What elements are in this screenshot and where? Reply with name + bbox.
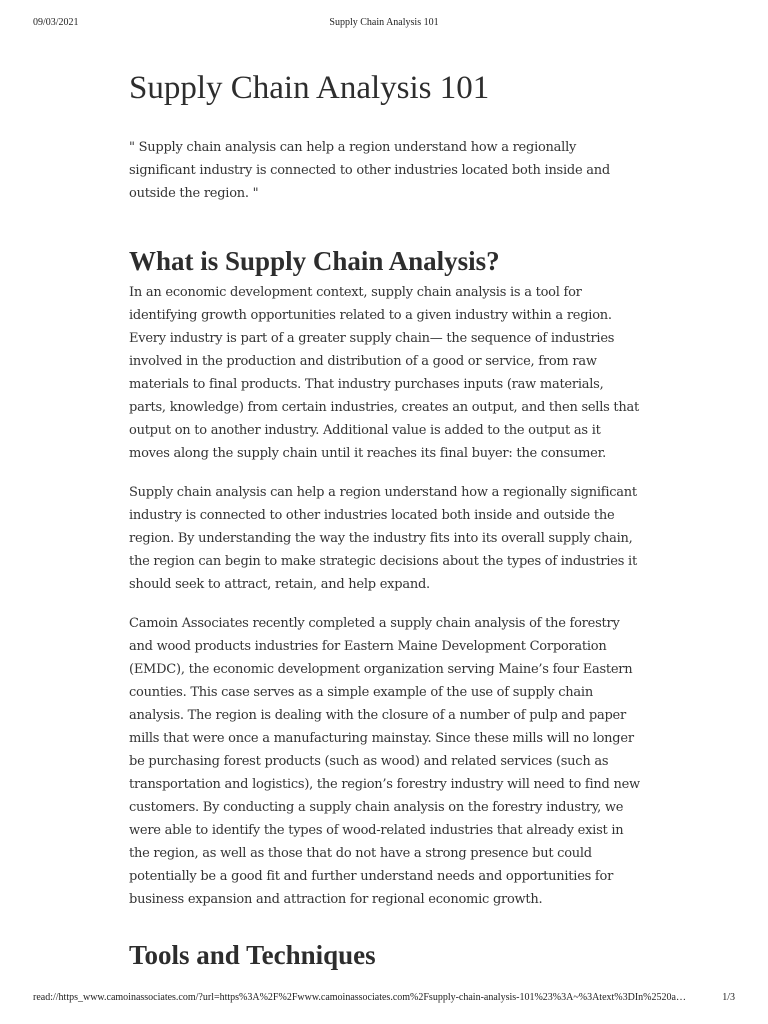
page-number: 1/3 — [722, 992, 735, 1003]
print-url: read://https_www.camoinassociates.com/?url=https%3A%2F%2Fwww.camoinassociates.com%2Fsupply-chain-analysis-101%23%3A~%3Atext%3DIn%2520a… — [33, 992, 686, 1003]
print-footer — [0, 992, 768, 1006]
body-paragraph: In an economic development context, supply chain analysis is a tool for identifying growth opportunities related to a given industry within a region. Every industry is part of a greater supply chain— the sequence of industries involved in the production and distribution of a good or service, from raw materials to final products. That industry purchases inputs (raw materials, parts, knowledge) from certain industries, creates an output, and then sells that output on to another industry. Additional value is added to the output as it moves along the supply chain until it reaches its final buyer: the consumer. — [129, 285, 640, 461]
print-header — [0, 17, 768, 31]
print-date: 09/03/2021 — [33, 17, 79, 28]
print-page-title: Supply Chain Analysis 101 — [329, 17, 439, 28]
article-content — [129, 66, 644, 975]
body-paragraph: Camoin Associates recently completed a supply chain analysis of the forestry and wood products industries for Eastern Maine Development Corporation (EMDC), the economic development organization serving Maine’s four Eastern counties. This case serves as a simple example of the use of supply chain analysis. The region is dealing with the closure of a number of pulp and paper mills that were once a manufacturing mainstay. Since these mills will no longer be purchasing forest products (such as wood) and related services (such as transportation and logistics), the region’s forestry industry will need to find new customers. By conducting a supply chain analysis on the forestry industry, we were able to identify the types of wood-related industries that already exist in the region, as well as those that do not have a strong presence but could potentially be a good fit and further understand needs and opportunities for business expansion and attraction for regional economic growth. — [129, 616, 640, 907]
article-title: Supply Chain Analysis 101 — [129, 70, 490, 106]
body-paragraph: Supply chain analysis can help a region understand how a regionally significant industry is connected to other industries located both inside and outside the region. By understanding the way the industry fits into its overall supply chain, the region can begin to make strategic decisions about the types of industries it should seek to attract, retain, and help expand. — [129, 485, 637, 592]
lead-quote: " Supply chain analysis can help a region understand how a regionally significant industry is connected to other industries located both inside and outside the region. " — [129, 140, 610, 201]
section-heading-tools: Tools and Techniques — [129, 940, 376, 970]
section-heading-what-is: What is Supply Chain Analysis? — [129, 246, 500, 276]
